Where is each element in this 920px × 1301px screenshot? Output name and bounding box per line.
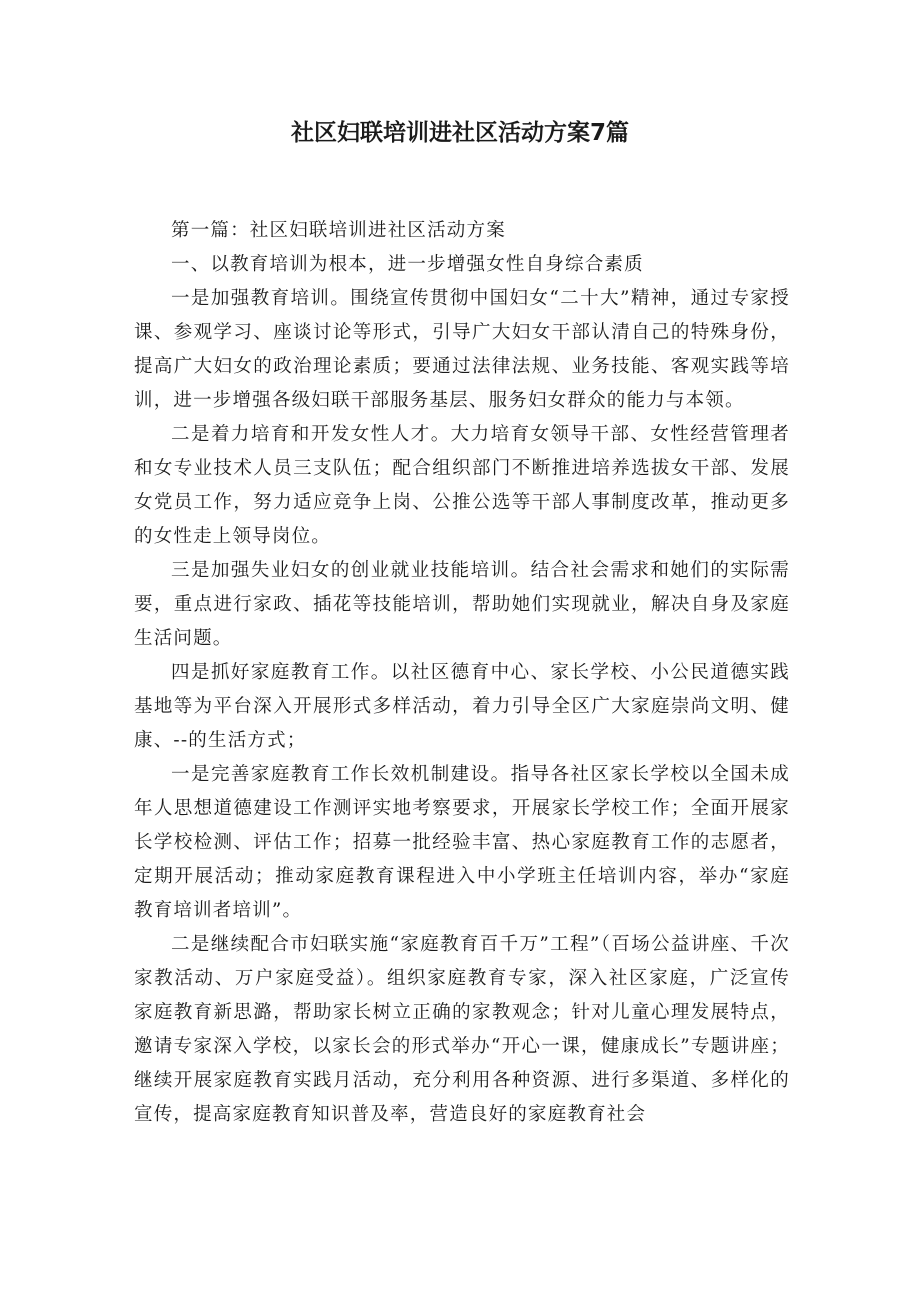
paragraph-employment-training: 三是加强失业妇女的创业就业技能培训。结合社会需求和她们的实际需要，重点进行家政、插花等技能培训，帮助她们实现就业，解决自身及家庭生活问题。 — [134, 560, 790, 649]
section-heading-education: 一、以教育培训为根本，进一步增强女性自身综合素质 — [171, 254, 644, 275]
paragraph-female-talent: 二是着力培育和开发女性人才。大力培育女领导干部、女性经营管理者和女专业技术人员三支队伍；配合组织部门不断推进培养选拔女干部、发展女党员工作，努力适应竞争上岗、公推公选等干部人事制度改革，推动更多的女性走上领导岗位。 — [134, 424, 790, 547]
document-title: 社区妇联培训进社区活动方案7篇 — [290, 120, 629, 146]
paragraph-long-term-mechanism: 一是完善家庭教育工作长效机制建设。指导各社区家长学校以全国未成年人思想道德建设工作测评实地考察要求，开展家长学校工作；全面开展家长学校检测、评估工作；招募一批经验丰富、热心家庭教育工作的志愿者，定期开展活动；推动家庭教育课程进入中小学班主任培训内容，举办“家庭教育培训者培训”。 — [134, 764, 790, 921]
document-body — [134, 214, 790, 1132]
section-heading-part-one: 第一篇：社区妇联培训进社区活动方案 — [171, 220, 506, 241]
paragraph-family-education-project: 二是继续配合市妇联实施“家庭教育百千万”工程”（百场公益讲座、千次家教活动、万户家庭受益）。组织家庭教育专家，深入社区家庭，广泛宣传家庭教育新思潞，帮助家长树立正确的家教观念；针对儿童心理发展特点，邀请专家深入学校，以家长会的形式举办“开心一课，健康成长”专题讲座；继续开展家庭教育实践月活动，充分利用各种资源、进行多渠道、多样化的宣传，提高家庭教育知识普及率，营造良好的家庭教育社会 — [134, 934, 790, 1125]
paragraph-family-education: 四是抓好家庭教育工作。以社区德育中心、家长学校、小公民道德实践基地等为平台深入开展形式多样活动，着力引导全区广大家庭崇尚文明、健康、--的生活方式； — [134, 662, 790, 751]
paragraph-education-training: 一是加强教育培训。围绕宣传贯彻中国妇女“二十大”精神，通过专家授课、参观学习、座谈讨论等形式，引导广大妇女干部认清自己的特殊身份，提高广大妇女的政治理论素质；要通过法律法规、业务技能、客观实践等培训，进一步增强各级妇联干部服务基层、服务妇女群众的能力与本领。 — [134, 288, 790, 411]
